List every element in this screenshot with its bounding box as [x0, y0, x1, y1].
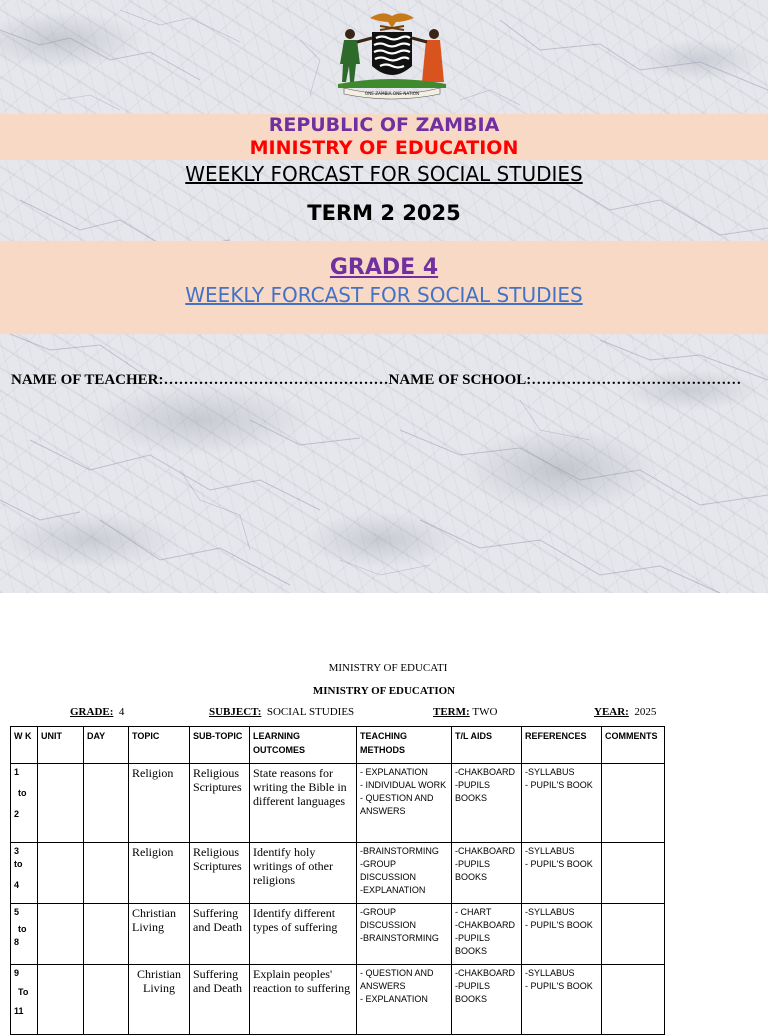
- header-cell: UNIT: [38, 727, 84, 764]
- term-meta-value: TWO: [472, 706, 498, 718]
- method-item: -EXPLANATION: [360, 885, 426, 895]
- day-cell: [84, 965, 129, 1035]
- header-cell: LEARNING OUTCOMES: [250, 727, 357, 764]
- header-cell: SUB-TOPIC: [190, 727, 250, 764]
- grade-meta: [70, 706, 124, 718]
- methods-cell: [357, 904, 452, 965]
- week-to: to: [14, 859, 23, 869]
- term-meta: [433, 706, 497, 718]
- grade-meta-label: GRADE:: [70, 706, 114, 718]
- header-cell: T/L AIDS: [452, 727, 522, 764]
- unit-cell: [38, 843, 84, 904]
- methods-cell: [357, 843, 452, 904]
- day-cell: [84, 843, 129, 904]
- method-item: - QUESTION AND ANSWERS: [360, 793, 434, 816]
- week-start: 1: [14, 767, 20, 777]
- week-start: 5: [14, 907, 20, 917]
- aid-item: -PUPILS BOOKS: [455, 933, 491, 956]
- topic-cell: Religion: [129, 843, 190, 904]
- comments-cell: [602, 904, 665, 965]
- table-row: [11, 843, 665, 904]
- week-start: 9: [14, 968, 20, 978]
- method-item: -GROUP DISCUSSION: [360, 859, 417, 882]
- emblem-motto: ONE ZAMBIA ONE NATION: [364, 91, 420, 96]
- aid-item: -CHAKBOARD: [455, 968, 516, 978]
- day-cell: [84, 764, 129, 843]
- unit-cell: [38, 904, 84, 965]
- unit-cell: [38, 764, 84, 843]
- term-meta-label: TERM:: [433, 706, 470, 718]
- method-item: -GROUP DISCUSSION: [360, 907, 417, 930]
- header-cell: DAY: [84, 727, 129, 764]
- topic-cell: Christian Living: [129, 904, 190, 965]
- ministry-partial-heading: MINISTRY OF EDUCATI: [328, 662, 448, 674]
- school-name-label: NAME OF SCHOOL:……………………………………: [388, 372, 742, 388]
- table-row: [11, 764, 665, 843]
- aid-item: -CHAKBOARD: [455, 846, 516, 856]
- week-to: to: [18, 924, 27, 934]
- method-item: - EXPLANATION: [360, 767, 428, 777]
- week-cell: [11, 764, 38, 843]
- ref-item: -SYLLABUS: [525, 968, 575, 978]
- teacher-name-label: NAME OF TEACHER:………………………………………: [11, 372, 389, 388]
- outcome-cell: Identify different types of suffering: [250, 904, 357, 965]
- aids-cell: [452, 965, 522, 1035]
- method-item: - INDIVIDUAL WORK: [360, 780, 447, 790]
- outcome-cell: Identify holy writings of other religions: [250, 843, 357, 904]
- comments-cell: [602, 764, 665, 843]
- week-to: To: [18, 987, 29, 997]
- grade-meta-value: 4: [118, 706, 125, 718]
- header-cell: REFERENCES: [522, 727, 602, 764]
- topic-cell: Christian Living: [129, 965, 190, 1035]
- ref-item: - PUPIL'S BOOK: [525, 859, 593, 869]
- method-item: -BRAINSTORMING: [360, 933, 439, 943]
- subtopic-cell: Religious Scriptures: [190, 764, 250, 843]
- topic-cell: Religion: [129, 764, 190, 843]
- week-to: to: [18, 788, 27, 798]
- ministry-heading: MINISTRY OF EDUCATION: [249, 137, 519, 159]
- ref-item: - PUPIL'S BOOK: [525, 981, 593, 991]
- week-cell: [11, 904, 38, 965]
- subtopic-cell: Suffering and Death: [190, 904, 250, 965]
- refs-cell: [522, 843, 602, 904]
- aid-item: - CHART: [455, 907, 492, 917]
- aid-item: -PUPILS BOOKS: [455, 981, 491, 1004]
- year-meta-label: YEAR:: [594, 706, 629, 718]
- refs-cell: [522, 965, 602, 1035]
- table-row: [11, 904, 665, 965]
- ref-item: - PUPIL'S BOOK: [525, 920, 593, 930]
- day-cell: [84, 904, 129, 965]
- comments-cell: [602, 843, 665, 904]
- methods-cell: [357, 965, 452, 1035]
- week-start: 3: [14, 846, 20, 856]
- republic-heading: REPUBLIC OF ZAMBIA: [268, 114, 500, 136]
- year-meta: [594, 706, 656, 718]
- forecast-table: [10, 726, 665, 1035]
- ref-item: -SYLLABUS: [525, 846, 575, 856]
- subtopic-cell: Religious Scriptures: [190, 843, 250, 904]
- term-heading: TERM 2 2025: [307, 201, 461, 225]
- header-cell: COMMENTS: [602, 727, 665, 764]
- outcome-cell: Explain peoples' reaction to suffering: [250, 965, 357, 1035]
- subject-meta: [209, 706, 354, 718]
- unit-cell: [38, 965, 84, 1035]
- refs-cell: [522, 764, 602, 843]
- aid-item: -PUPILS BOOKS: [455, 859, 491, 882]
- aid-item: -CHAKBOARD: [455, 767, 516, 777]
- name-fields: [11, 372, 741, 389]
- year-meta-value: 2025: [634, 706, 657, 718]
- table-row: [11, 965, 665, 1035]
- ref-item: -SYLLABUS: [525, 767, 575, 777]
- week-cell: [11, 843, 38, 904]
- aid-item: -CHAKBOARD: [455, 920, 516, 930]
- subtopic-cell: Suffering and Death: [190, 965, 250, 1035]
- coat-of-arms-emblem: [330, 8, 454, 100]
- aids-cell: [452, 904, 522, 965]
- header-cell: TEACHING METHODS: [357, 727, 452, 764]
- week-end: 4: [14, 880, 20, 890]
- ref-item: - PUPIL'S BOOK: [525, 780, 593, 790]
- method-item: - EXPLANATION: [360, 994, 428, 1004]
- aid-item: -PUPILS BOOKS: [455, 780, 491, 803]
- forecast-title: WEEKLY FORCAST FOR SOCIAL STUDIES: [185, 162, 583, 186]
- method-item: - QUESTION AND ANSWERS: [360, 968, 434, 991]
- methods-cell: [357, 764, 452, 843]
- comments-cell: [602, 965, 665, 1035]
- outcome-cell: State reasons for writing the Bible in different languages: [250, 764, 357, 843]
- subject-meta-label: SUBJECT:: [209, 706, 262, 718]
- forecast-subtitle: WEEKLY FORCAST FOR SOCIAL STUDIES: [185, 283, 583, 307]
- ref-item: -SYLLABUS: [525, 907, 575, 917]
- aids-cell: [452, 843, 522, 904]
- aids-cell: [452, 764, 522, 843]
- week-cell: [11, 965, 38, 1035]
- subject-meta-value: SOCIAL STUDIES: [266, 706, 355, 718]
- refs-cell: [522, 904, 602, 965]
- table-header-row: [11, 727, 665, 764]
- week-end: 8: [14, 937, 20, 947]
- header-cell: W K: [11, 727, 38, 764]
- ministry-heading-2: MINISTRY OF EDUCATION: [312, 685, 456, 697]
- header-cell: TOPIC: [129, 727, 190, 764]
- method-item: -BRAINSTORMING: [360, 846, 439, 856]
- week-end: 11: [14, 1006, 24, 1016]
- week-end: 2: [14, 809, 20, 819]
- grade-heading: GRADE 4: [329, 255, 439, 280]
